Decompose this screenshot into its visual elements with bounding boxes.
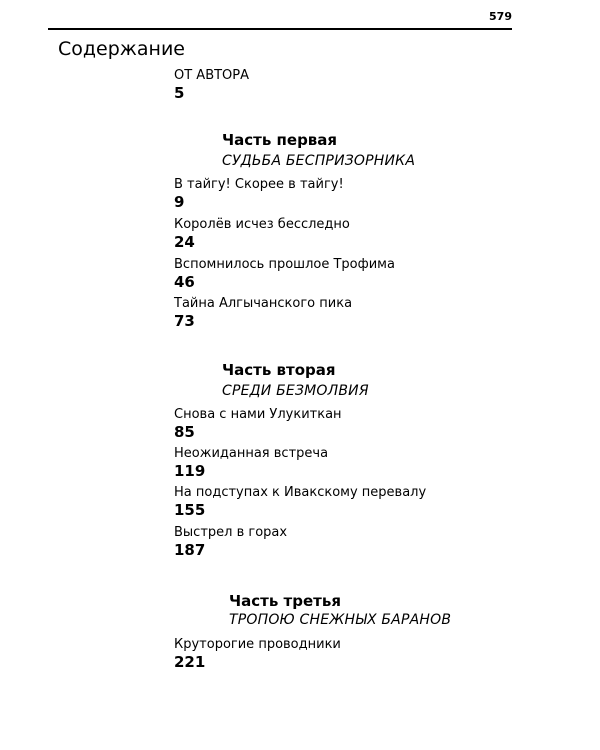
toc-entry-title[interactable]: Круторогие проводники	[174, 637, 341, 652]
toc-entry-page[interactable]: 73	[174, 312, 195, 330]
toc-entry-title[interactable]: Королёв исчез бесследно	[174, 217, 350, 232]
toc-entry-title[interactable]: ОТ АВТОРА	[174, 68, 250, 83]
page-number: 579	[489, 10, 512, 23]
toc-entry-title[interactable]: Тайна Алгычанского пика	[174, 296, 353, 311]
toc-entry-page[interactable]: 46	[174, 273, 195, 291]
toc-entry-title[interactable]: Вспомнилось прошлое Трофима	[174, 257, 395, 272]
toc-entry-title[interactable]: Неожиданная встреча	[174, 446, 329, 461]
toc-entry-page[interactable]: 85	[174, 423, 195, 441]
toc-entry-title[interactable]: На подступах к Ивакскому перевалу	[174, 485, 427, 500]
toc-entry-page[interactable]: 9	[174, 193, 185, 211]
toc-entry-page[interactable]: 155	[174, 501, 206, 519]
toc-entry-page[interactable]: 119	[174, 462, 206, 480]
part-subtitle: СУДЬБА БЕСПРИЗОРНИКА	[222, 153, 416, 169]
toc-entry-page[interactable]: 5	[174, 84, 185, 102]
part-heading: Часть вторая	[222, 361, 336, 379]
toc-entry-title[interactable]: Снова с нами Улукиткан	[174, 407, 342, 422]
toc-heading: Содержание	[58, 38, 185, 60]
part-subtitle: СРЕДИ БЕЗМОЛВИЯ	[222, 383, 369, 399]
header-rule	[48, 28, 512, 30]
toc-entry-page[interactable]: 187	[174, 541, 206, 559]
toc-entry-title[interactable]: В тайгу! Скорее в тайгу!	[174, 177, 344, 192]
toc-entry-title[interactable]: Выстрел в горах	[174, 525, 288, 540]
part-heading: Часть третья	[229, 592, 341, 610]
part-heading: Часть первая	[222, 131, 338, 149]
part-subtitle: ТРОПОЮ СНЕЖНЫХ БАРАНОВ	[229, 612, 452, 628]
toc-entry-page[interactable]: 221	[174, 653, 206, 671]
toc-entry-page[interactable]: 24	[174, 233, 195, 251]
